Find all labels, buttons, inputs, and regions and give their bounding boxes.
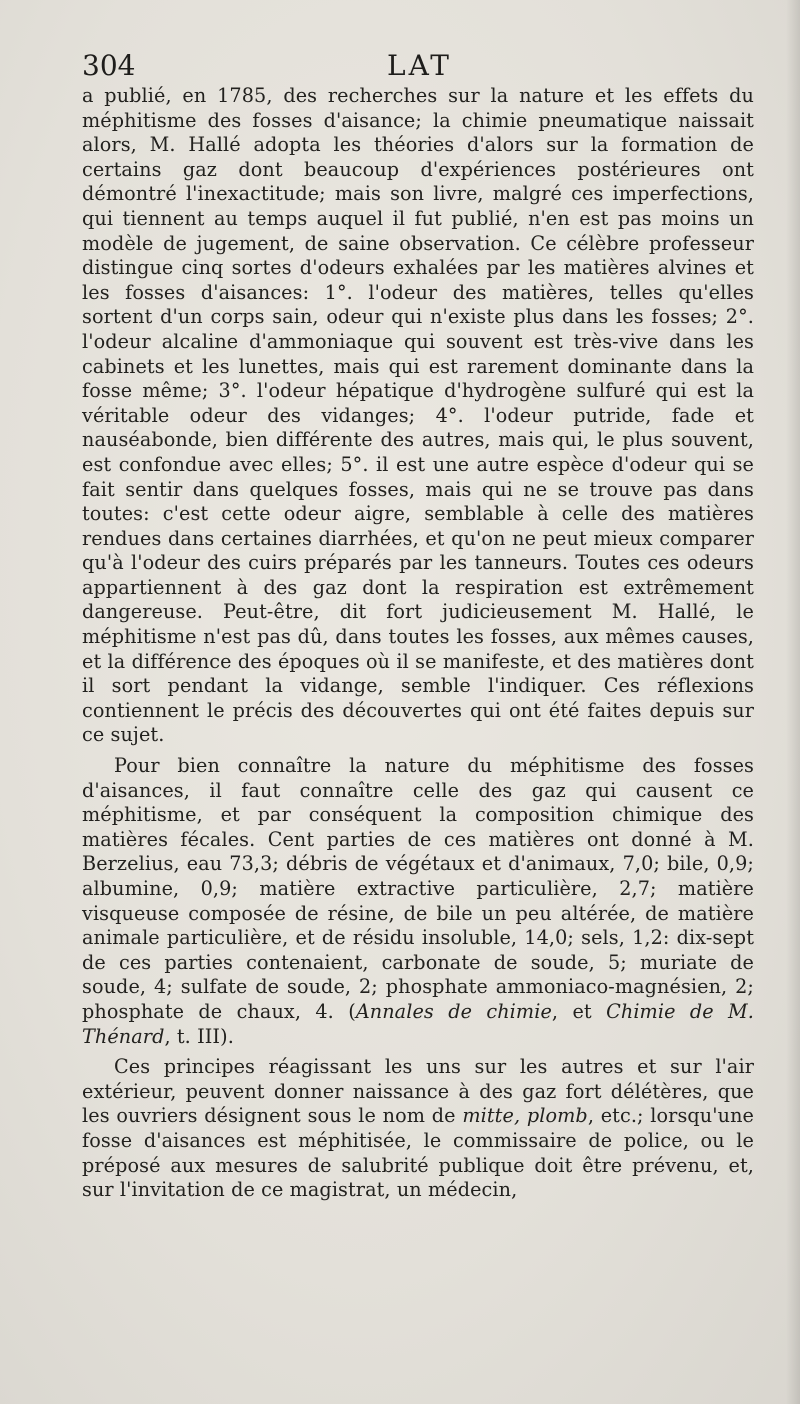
paragraph-3-text: Ces principes réagissant les uns sur les autres et sur l'air extérieur, peuvent donner naissance à des gaz fort délétères, que les ouvriers désignent sous le nom de	[82, 1055, 754, 1128]
paragraph-2-end: , t. III).	[164, 1024, 234, 1048]
running-head: LAT	[387, 49, 452, 82]
page-edge-shadow	[786, 0, 800, 1404]
paragraph-3-end: , etc.; lorsqu'une fosse d'aisances est méphitisée, le commissaire de police, ou le préposé aux mesures de salubrité publique doit être prévenu, et, sur l'invitation de ce magistrat, un médecin,	[82, 1104, 754, 1202]
paragraph-2-joiner: , et	[551, 999, 607, 1023]
citation-annales: Annales de chimie	[355, 999, 552, 1023]
term-mitte-plomb: mitte, plomb	[462, 1104, 588, 1128]
page-header	[82, 48, 754, 84]
body-text	[82, 84, 754, 1209]
paragraph-2-text: Pour bien connaître la nature du méphitisme des fosses d'aisances, il faut connaître celle des gaz qui causent ce méphitisme, et par conséquent la composition chimique des matières fécales. Cent parties de ces matières ont donné à M. Berzelius, eau 73,3; débris de végétaux et d'animaux, 7,0; bile, 0,9; albumine, 0,9; matière extractive particulière, 2,7; matière visqueuse composée de résine, de bile un peu altérée, de matière animale particulière, et de résidu insoluble, 14,0; sels, 1,2: dix-sept de ces parties contenaient, carbonate de soude, 5; muriate de soude, 4; sulfate de soude, 2; phosphate ammoniaco-magnésien, 2; phosphate de chaux, 4. (	[82, 754, 754, 1023]
paragraph-2	[82, 754, 754, 1049]
paragraph-3	[82, 1055, 754, 1203]
page-number: 304	[82, 49, 136, 82]
citation-thenard: Chimie de M. Thénard	[82, 999, 755, 1048]
paragraph-1: a publié, en 1785, des recherches sur la nature et les effets du méphitisme des fosses d'aisance; la chimie pneumatique naissait alors, M. Hallé adopta les théories d'alors sur la formation de certains gaz dont beaucoup d'expériences postérieures ont démontré l'inexactitude; mais son livre, malgré ces imperfections, qui tiennent au temps auquel il fut publié, n'en est pas moins un modèle de jugement, de saine observation. Ce célèbre professeur distingue cinq sortes d'odeurs exhalées par les matières alvines et les fosses d'aisances: 1°. l'odeur des matières, telles qu'elles sortent d'un corps sain, odeur qui n'existe plus dans les fosses; 2°. l'odeur alcaline d'ammoniaque qui souvent est très-vive dans les cabinets et les lunettes, mais qui est rarement dominante dans la fosse même; 3°. l'odeur hépatique d'hydrogène sulfuré qui est la véritable odeur des vidanges; 4°. l'odeur putride, fade et nauséabonde, bien différente des autres, mais qui, le plus souvent, est confondue avec elles; 5°. il est une autre espèce d'odeur qui se fait sentir dans quelques fosses, mais qui ne se trouve pas dans toutes: c'est cette odeur aigre, semblable à celle des matières rendues dans certaines diarrhées, et qu'on ne peut mieux comparer qu'à l'odeur des cuirs préparés par les tanneurs. Toutes ces odeurs appartiennent à des gaz dont la respiration est extrêmement dangereuse. Peut-être, dit fort judicieusement M. Hallé, le méphitisme n'est pas dû, dans toutes les fosses, aux mêmes causes, et la différence des époques où il se manifeste, et des matières dont il sort pendant la vidange, semble l'indiquer. Ces réflexions contiennent le précis des découvertes qui ont été faites depuis sur ce sujet.	[82, 84, 754, 747]
